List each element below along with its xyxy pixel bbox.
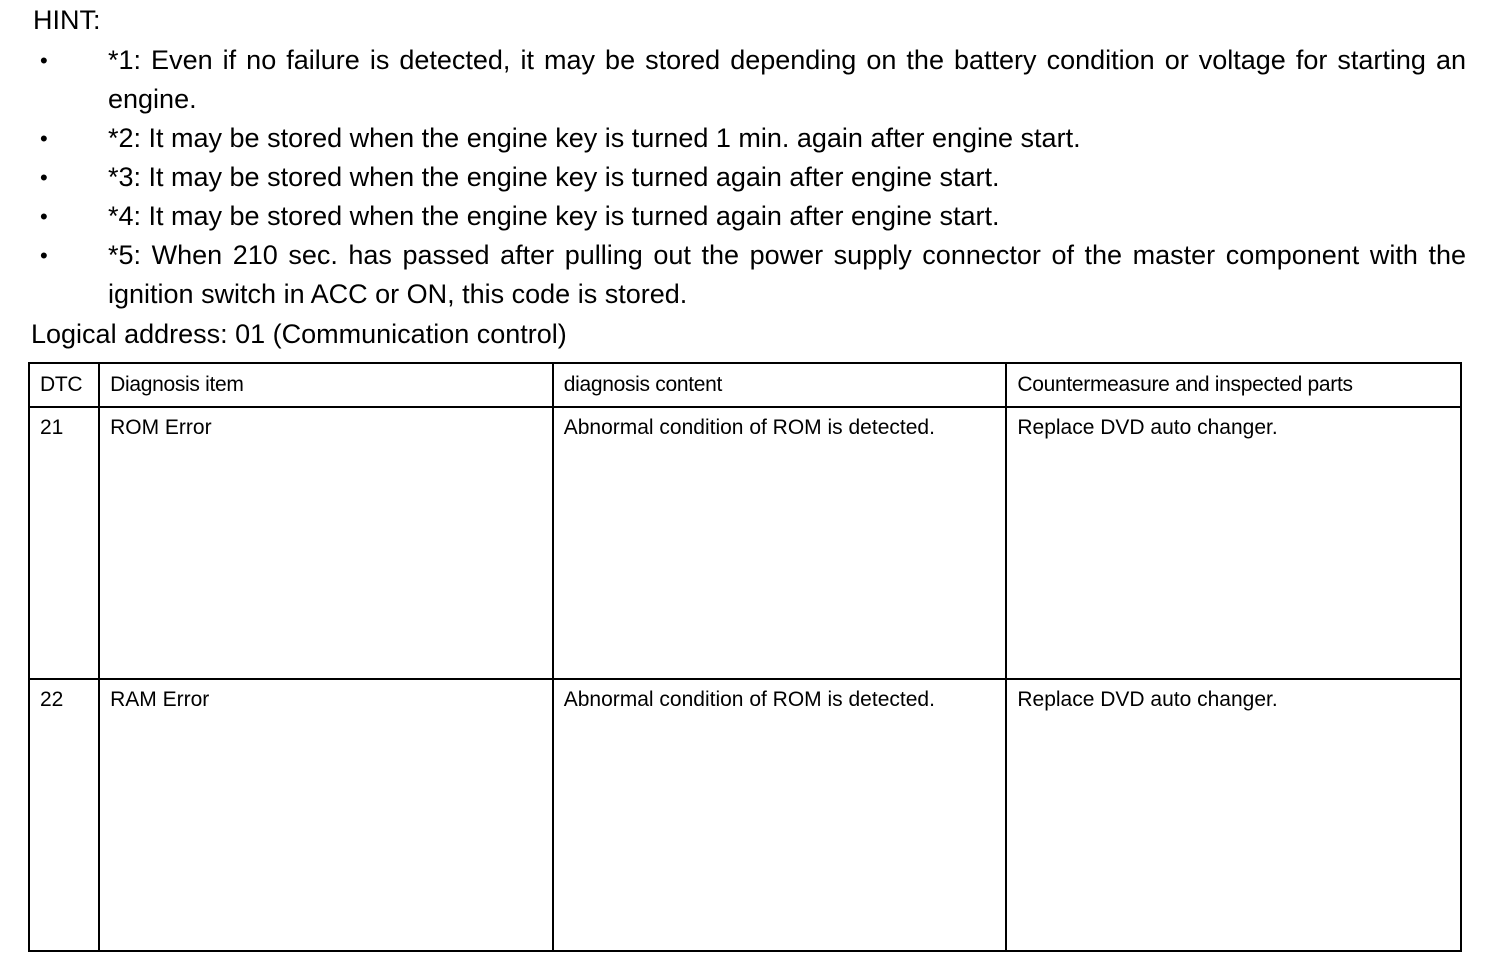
countermeasure: Replace DVD auto changer. [1006,407,1461,679]
header-dtc: DTC [29,363,99,407]
table-header-row [29,363,1461,407]
table-row [29,679,1461,951]
hint-item-1 [0,41,1466,119]
hint-item-5 [0,236,1466,314]
dtc-code: 22 [29,679,99,951]
table-row [29,407,1461,679]
bullet-icon: • [40,48,48,73]
diagnosis-content: Abnormal condition of ROM is detected. [553,679,1007,951]
hint-text: *2: It may be stored when the engine key is turned 1 min. again after engine start. [108,123,1081,153]
hint-text: *5: When 210 sec. has passed after pulling out the power supply connector of the master component with the ignition switch in ACC or ON, this code is stored. [108,240,1466,309]
bullet-icon: • [40,204,48,229]
bullet-icon: • [40,165,48,190]
hint-list [0,41,1504,314]
hint-title: HINT: [33,5,101,35]
countermeasure: Replace DVD auto changer. [1006,679,1461,951]
diagnosis-item: ROM Error [99,407,553,679]
dtc-code: 21 [29,407,99,679]
hint-text: *4: It may be stored when the engine key is turned again after engine start. [108,201,1000,231]
diagnosis-item: RAM Error [99,679,553,951]
hint-item-4 [0,197,1466,236]
bullet-icon: • [40,243,48,268]
header-diagnosis-content: diagnosis content [553,363,1007,407]
hint-text: *1: Even if no failure is detected, it may be stored depending on the battery condition or voltage for starting an engine. [108,45,1466,114]
hint-item-3 [0,158,1466,197]
hint-text: *3: It may be stored when the engine key is turned again after engine start. [108,162,1000,192]
header-diagnosis-item: Diagnosis item [99,363,553,407]
bullet-icon: • [40,126,48,151]
header-countermeasure: Countermeasure and inspected parts [1006,363,1461,407]
dtc-table [28,362,1462,952]
diagnosis-content: Abnormal condition of ROM is detected. [553,407,1007,679]
logical-address-heading: Logical address: 01 (Communication control) [31,319,567,349]
hint-item-2 [0,119,1466,158]
